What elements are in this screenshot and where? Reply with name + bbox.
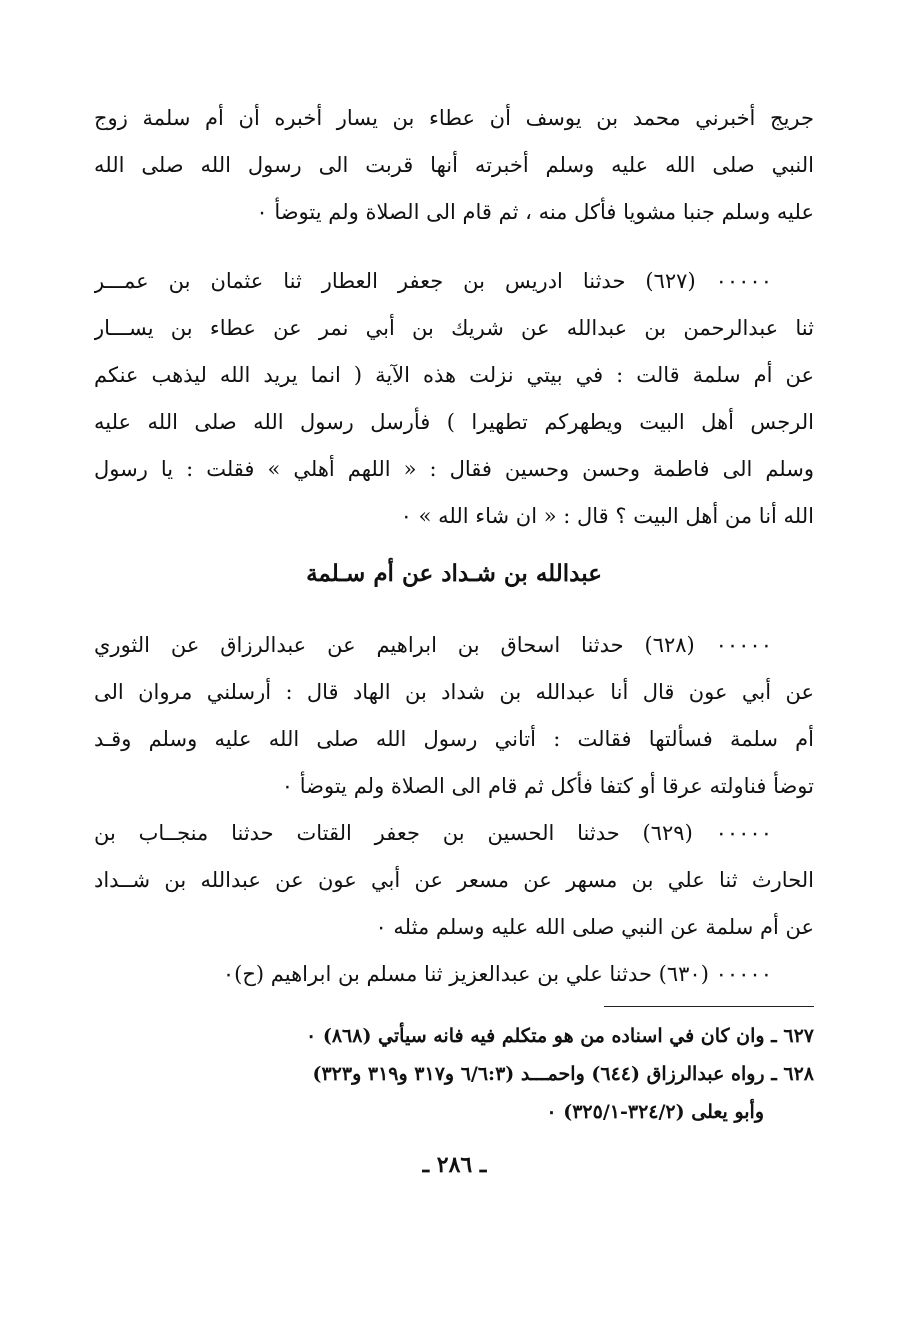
footnote-separator [604, 1006, 814, 1007]
footnotes [94, 1017, 814, 1131]
text-line: ٠٠٠٠٠ (٦٣٠) حدثنا علي بن عبدالعزيز ثنا مسلم بن ابراهيم (ح)٠ [222, 962, 772, 986]
text-line: الرجس أهل البيت ويطهركم تطهيرا ) فأرسل رسول الله صلى الله عليه [94, 410, 814, 434]
text-line: وسلم الى فاطمة وحسن وحسين فقال : « اللهم أهلي » فقلت : يا رسول [94, 457, 814, 481]
text-line: أم سلمة فسألتها فقالت : أتاني رسول الله صلى الله عليه وسلم وقـد [94, 727, 814, 751]
footnote-628-continued: وأبو يعلى (٣٢٤/٢-٣٢٥/١) ٠ [546, 1101, 764, 1123]
text-line: النبي صلى الله عليه وسلم أخبرته أنها قربت الى رسول الله صلى الله [94, 153, 814, 177]
text-line: توضأ فناولته عرقا أو كتفا فأكل ثم قام الى الصلاة ولم يتوضأ ٠ [281, 774, 814, 798]
text-line: الله أنا من أهل البيت ؟ قال : « ان شاء الله » ٠ [400, 504, 814, 528]
footnote-627: ٦٢٧ ـ وان كان في اسناده من هو متكلم فيه فانه سيأتي (٨٦٨) ٠ [306, 1025, 814, 1047]
text-line: ٠٠٠٠٠ (٦٢٩) حدثنا الحسين بن جعفر القتات حدثنا منجــاب بن [94, 821, 772, 845]
hadith-629 [94, 810, 814, 951]
section-heading: عبدالله بن شـداد عن أم سـلمة [306, 560, 602, 587]
hadith-628 [94, 622, 814, 810]
text-line: عن أم سلمة عن النبي صلى الله عليه وسلم مثله ٠ [375, 915, 814, 939]
page-number: ـ ٢٨٦ ـ [422, 1152, 487, 1178]
text-line: ثنا عبدالرحمن بن عبدالله عن شريك بن أبي نمر عن عطاء بن يســـار [94, 316, 814, 340]
footnote-628: ٦٢٨ ـ رواه عبدالرزاق (٦٤٤) واحمـــد (٦/٦:٣ و٣١٧ و٣١٩ و٣٢٣) [312, 1063, 814, 1085]
text-line: عن أبي عون قال أنا عبدالله بن شداد بن الهاد قال : أرسلني مروان الى [94, 680, 814, 704]
text-line: عن أم سلمة قالت : في بيتي نزلت هذه الآية ( انما يريد الله ليذهب عنكم [94, 363, 814, 387]
document-page [94, 95, 814, 1131]
text-line: ٠٠٠٠٠ (٦٢٧) حدثنا ادريس بن جعفر العطار ثنا عثمان بن عمـــر [94, 269, 772, 293]
text-line: ٠٠٠٠٠ (٦٢٨) حدثنا اسحاق بن ابراهيم عن عبدالرزاق عن الثوري [94, 633, 772, 657]
text-line: الحارث ثنا علي بن مسهر عن مسعر عن أبي عون عن عبدالله بن شــداد [94, 868, 814, 892]
hadith-627 [94, 258, 814, 540]
paragraph-continuation [94, 95, 814, 236]
hadith-630 [94, 951, 814, 998]
text-line: جريج أخبرني محمد بن يوسف أن عطاء بن يسار أخبره أن أم سلمة زوج [94, 106, 814, 130]
text-line: عليه وسلم جنبا مشويا فأكل منه ، ثم قام الى الصلاة ولم يتوضأ ٠ [256, 200, 814, 224]
